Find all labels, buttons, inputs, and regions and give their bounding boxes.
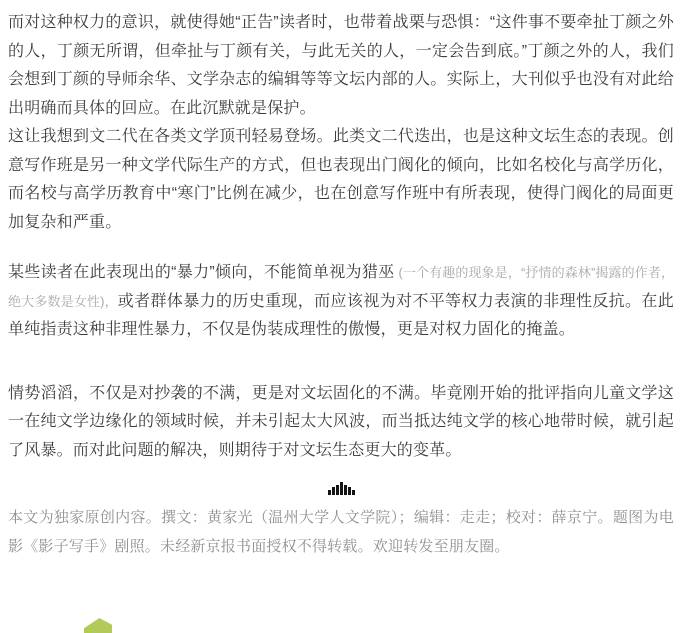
footer-credits: 本文为独家原创内容。撰文：黄家光（温州大学人文学院）；编辑：走走；校对：薛京宁。题图为电影《影子写手》剧照。未经新京报书面授权不得转载。欢迎转发至朋友圈。	[8, 509, 674, 555]
section-divider	[8, 482, 674, 496]
paragraph-reader-violence-text-end: 或者群体暴力的历史重现，而应该视为对不平等权力表演的非理性反抗。在此单纯指责这种非理性暴力，不仅是伪装成理性的傲慢，更是对权力固化的掩盖。	[8, 292, 674, 338]
paragraph-reader-violence-text-start: 某些读者在此表现出的“暴力”倾向，不能简单视为猎巫	[8, 264, 395, 281]
paragraph-literary-second-generation: 这让我想到文二代在各类文学顶刊轻易登场。此类文二代迭出，也是这种文坛生态的表现。创意写作班是另一种文学代际生产的方式，但也表现出门阀化的倾向，比如名校化与高学历化，而名校与高学历教育中“寒门”比例在减少，也在创意写作班中有所表现，使得门阀化的局面更加复杂和严重。	[8, 128, 674, 231]
paragraph-reader-violence	[8, 259, 674, 345]
paragraph-power-awareness: 而对这种权力的意识，就使得她“正告”读者时，也带着战栗与恐惧：“这件事不要牵扯丁颜之外的人，丁颜无所谓，但牵扯与丁颜有关，与此无关的人，一定会告到底。”丁颜之外的人，我们会想到丁颜的导师余华、文学杂志的编辑等等文坛内部的人。实际上，大刊似乎也没有对此给出明确而具体的回应。在此沉默就是保护。	[8, 14, 674, 117]
inline-annotation-note: (一个有趣的现象是，“抒情的森林”揭露的作者，绝大多数是女性)，	[8, 265, 674, 309]
sound-bars-icon	[328, 482, 355, 495]
paragraph-conclusion: 情势滔滔，不仅是对抄袭的不满，更是对文坛固化的不满。毕竟刚开始的批评指向儿童文学这一在纯文学边缘化的领域时候，并未引起太大风波，而当抵达纯文学的核心地带时候，就引起了风暴。而对此问题的解决，则期待于对文坛生态更大的变革。	[8, 384, 674, 459]
cropped-green-logo-fragment	[84, 618, 112, 633]
